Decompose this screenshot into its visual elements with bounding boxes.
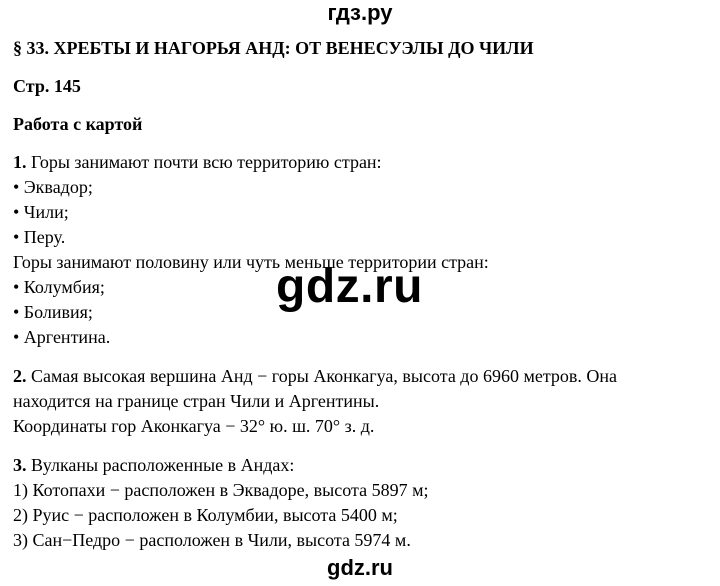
- answer-line: Координаты гор Аконкагуа − 32° ю. ш. 70° з. д.: [13, 416, 375, 436]
- answer-line: 1. Горы занимают почти всю территорию стран:: [13, 152, 382, 172]
- answer-3: [13, 453, 713, 553]
- section-heading: Работа с картой: [13, 114, 143, 134]
- list-item: • Колумбия;: [13, 277, 105, 297]
- list-item: 2) Руис − расположен в Колумбии, высота 5400 м;: [13, 505, 398, 525]
- answer-line: 3. Вулканы расположенные в Андах:: [13, 455, 295, 475]
- site-header-logo: гдз.ру: [327, 0, 393, 25]
- list-item: • Перу.: [13, 227, 66, 247]
- list-item: 1) Котопахи − расположен в Эквадоре, высота 5897 м;: [13, 480, 429, 500]
- answer-number: 1.: [13, 152, 27, 172]
- site-footer-logo: gdz.ru: [327, 555, 393, 580]
- paragraph-title: § 33. ХРЕБТЫ И НАГОРЬЯ АНД: ОТ ВЕНЕСУЭЛЫ ДО ЧИЛИ: [13, 38, 534, 58]
- list-item: • Боливия;: [13, 302, 93, 322]
- answer-line: Горы занимают половину или чуть меньше территории стран:: [13, 252, 489, 272]
- answer-number: 3.: [13, 455, 27, 475]
- list-item: 3) Сан−Педро − расположен в Чили, высота 5974 м.: [13, 530, 411, 550]
- list-item: • Чили;: [13, 202, 69, 222]
- answer-1: [13, 150, 713, 350]
- list-item: • Аргентина.: [13, 327, 111, 347]
- list-item: • Эквадор;: [13, 177, 93, 197]
- answer-line: 2. Самая высокая вершина Анд − горы Аконкагуа, высота до 6960 метров. Она: [13, 366, 618, 386]
- watermark-logo: gdz.ru: [276, 260, 423, 313]
- page-reference: Стр. 145: [13, 76, 81, 96]
- answer-number: 2.: [13, 366, 27, 386]
- answer-2: [13, 364, 713, 439]
- answer-line: находится на границе стран Чили и Аргентины.: [13, 391, 380, 411]
